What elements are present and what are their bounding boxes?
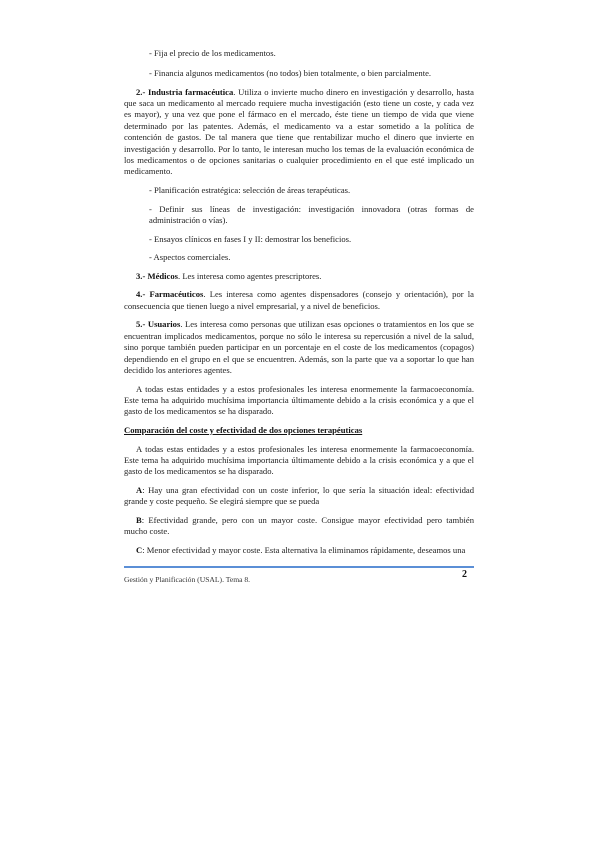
paragraph-text: : Efectividad grande, pero con un mayor coste. Consigue mayor efectividad pero también mucho coste. (124, 515, 474, 537)
bullet-item: - Planificación estratégica: selección de áreas terapéuticas. (149, 185, 351, 196)
bullet-item: - Aspectos comerciales. (149, 252, 231, 263)
option-label: C (136, 545, 143, 556)
option-label: A (136, 485, 143, 496)
bullet-item: - Definir sus líneas de investigación: investigación innovadora (otras formas de administración o vías). (149, 203, 474, 226)
paragraph-medicos (124, 271, 474, 282)
paragraph-text: . Les interesa como agentes dispensadores (consejo y orientación), por la consecuencia que tienen luego a nivel empresarial, y a nivel de beneficios. (124, 289, 474, 311)
paragraph-option-a (124, 485, 474, 508)
paragraph-summary: A todas estas entidades y a estos profesionales les interesa enormemente la farmacoeconomía. Este tema ha adquirido muchísima importancia últimamente debido a la crisis económica y a que el gasto de los medicamentos se ha disparado. (124, 383, 474, 417)
bullet-item: - Fija el precio de los medicamentos. (149, 48, 276, 58)
section-label: 2.- Industria farmacéutica (136, 86, 234, 97)
page-number: 2 (462, 569, 467, 580)
section-label: 5.- Usuarios (136, 319, 181, 330)
footer-divider (124, 566, 474, 568)
paragraph-usuarios (124, 319, 474, 376)
paragraph-industria (124, 87, 474, 178)
paragraph-text: . Utiliza o invierte mucho dinero en investigación y desarrollo, hasta que saca un medicamento al mercado requiere mucha investigación (esto tiene un coste, y cada vez es mayor), y una vez que pone el fármaco en el mercado, éste tiene un tiempo de vida que viene determinado por las patentes. Además, el medicamento va a estar sometido a la política de contención de gastos. De tal manera que tiene que rentabilizar mucho el dinero que invierte en investigación y desarrollo. Por lo tanto, le interesan mucho los temas de la evaluación económica de los medicamentos o de opciones sanitarias o cualquier procedimiento en el que esté implicado un medicamento. (124, 86, 474, 177)
bullet-item: - Financia algunos medicamentos (no todos) bien totalmente, o bien parcialmente. (149, 68, 432, 78)
paragraph-text: : Hay una gran efectividad con un coste inferior, lo que sería la situación ideal: efectividad grande y coste pequeño. Se elegirá siempre que se pueda (124, 485, 474, 507)
section-label: 4.- Farmacéuticos (136, 289, 204, 300)
paragraph-option-c (124, 545, 474, 556)
option-label: B (136, 515, 142, 526)
paragraph-text: : Menor efectividad y mayor coste. Esta alternativa la eliminamos rápidamente, deseamos una (142, 545, 466, 556)
paragraph-option-b (124, 515, 474, 538)
document-body (124, 48, 474, 564)
paragraph-summary: A todas estas entidades y a estos profesionales les interesa enormemente la farmacoeconomía. Este tema ha adquirido muchísima importancia últimamente debido a la crisis económica y a que el gasto de los medicamentos se ha disparado. (124, 443, 474, 477)
paragraph-text: . Les interesa como personas que utilizan esas opciones o tratamientos en los que se encuentran implicados medicamentos, porque no sólo le interesa su repercusión a nivel de la salud, sino porque también pueden participar en un porcentaje en el coste de los medicamentos (copagos) dependiendo en el grupo en el que se encuentren. Además, son la parte que va a soportar lo que han decidido los anteriores agentes. (124, 319, 474, 376)
paragraph-farmaceuticos (124, 289, 474, 312)
paragraph-text: . Les interesa como agentes prescriptores. (178, 270, 322, 281)
bullet-item: - Ensayos clínicos en fases I y II: demostrar los beneficios. (149, 233, 352, 244)
section-label: 3.- Médicos (136, 270, 179, 281)
section-heading: Comparación del coste y efectividad de dos opciones terapéuticas (124, 425, 363, 436)
footer-title: Gestión y Planificación (USAL). Tema 8. (124, 575, 251, 584)
